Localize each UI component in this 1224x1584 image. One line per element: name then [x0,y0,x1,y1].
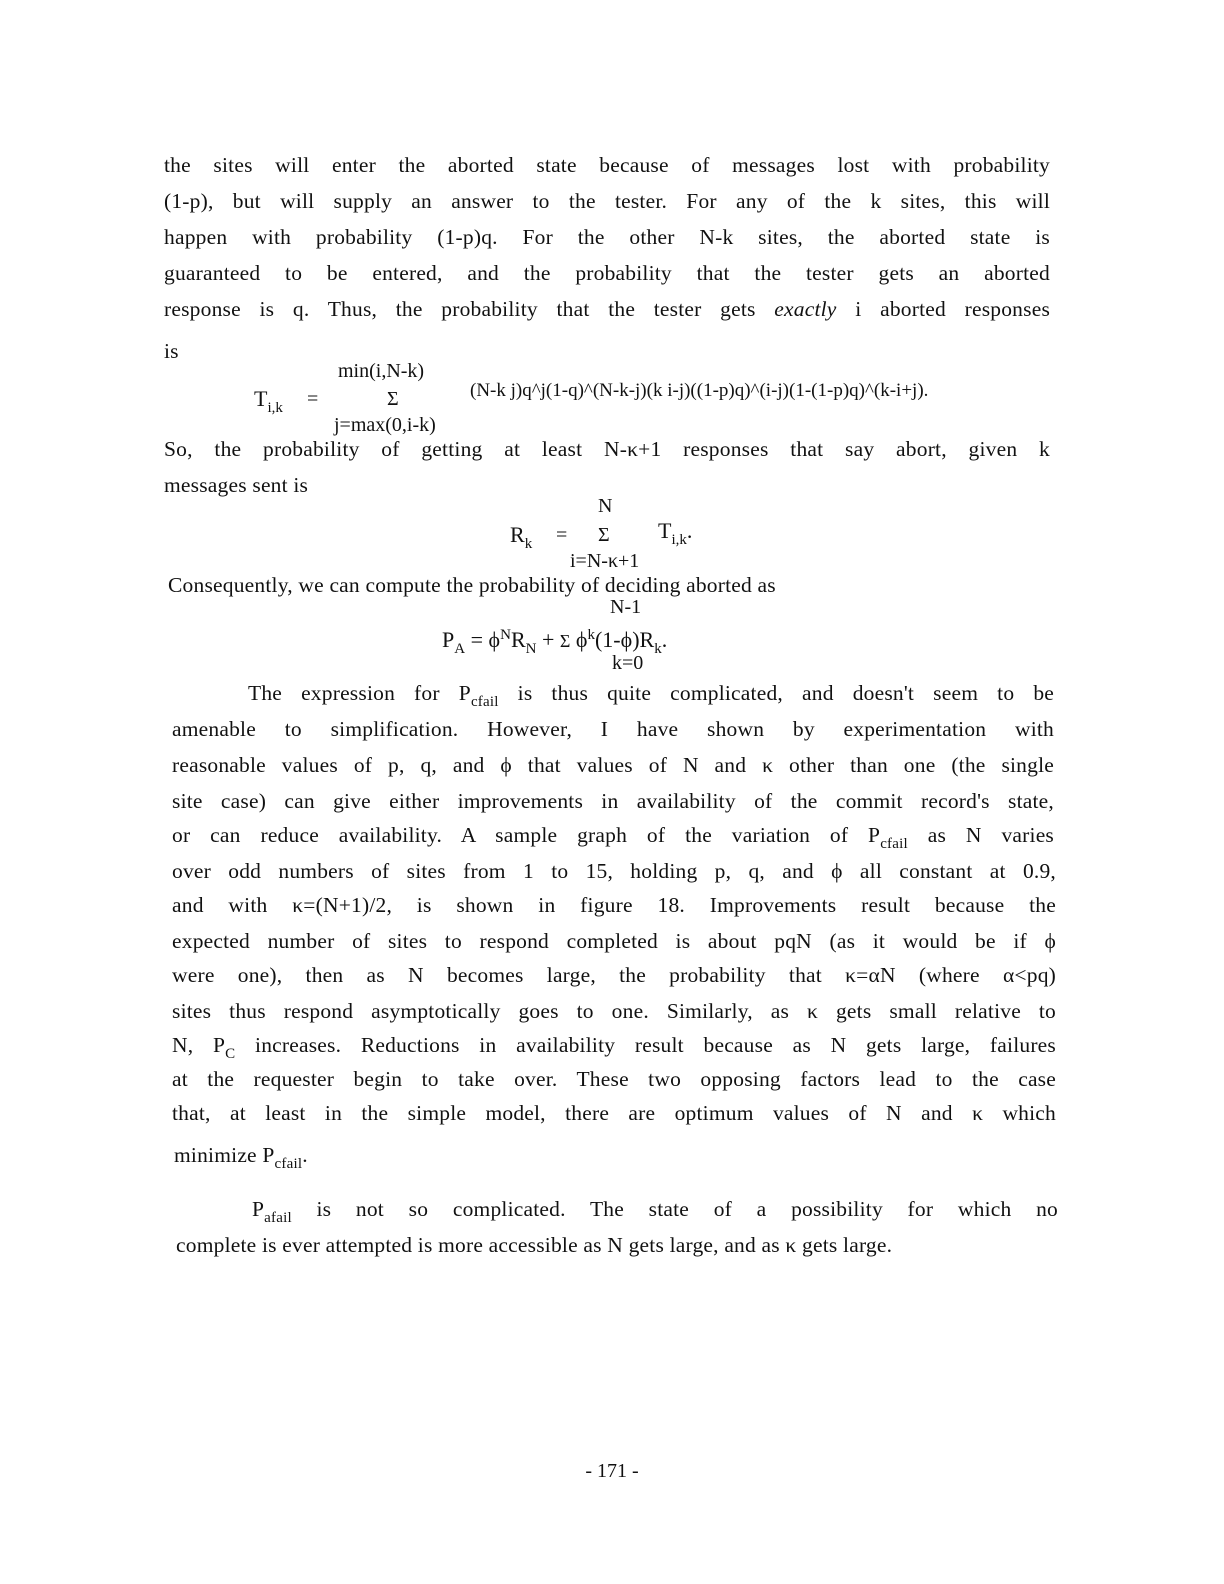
symbol: R [510,627,526,652]
equals-sign: = [307,388,319,410]
page-number: - 171 - [585,1460,639,1482]
text-line: sites thus respond asymptotically goes to one. Similarly, as κ gets small relative to [172,999,1056,1023]
text-line: amenable to simplification. However, I have shown by experimentation with [172,717,1054,741]
text-line: and with κ=(N+1)/2, is shown in figure 18. Improvements result because the [172,893,1056,917]
symbol: T [658,518,672,543]
subscript: i,k [267,400,283,416]
text-span: i aborted responses [855,297,1051,321]
text-line: expected number of sites to respond completed is about pqN (as it would be if ϕ [172,929,1056,953]
equation-lhs [254,388,283,419]
symbol: ϕ [575,627,588,652]
text-line: at the requester begin to take over. These two opposing factors lead to the case [172,1067,1056,1091]
text-line: over odd numbers of sites from 1 to 15, holding p, q, and ϕ all constant at 0.9, [172,859,1056,883]
text-line: is [164,339,179,363]
subscript: afail [264,1210,292,1226]
sigma-symbol: Σ [559,631,571,651]
subscript: cfail [470,694,499,710]
subscript: cfail [880,836,908,852]
symbol: R [510,522,525,547]
subscript: k [524,536,533,552]
text-line: (1-p), but will supply an answer to the tester. For any of the k sites, this will [164,189,1050,213]
text-line: Consequently, we can compute the probability of deciding aborted as [168,573,776,597]
text-line: were one), then as N becomes large, the probability that κ=αN (where α<pq) [172,963,1056,987]
symbol: = ϕ [470,627,501,652]
text-line [174,1142,1060,1177]
sum-upper-limit: N [598,495,613,517]
sum-lower-limit: j=max(0,i-k) [334,414,436,436]
text-line: site case) can give either improvements in availability of the commit record's state, [172,789,1054,813]
text-span: The expression for P [248,681,471,705]
text-line [164,296,1050,322]
subscript: i,k [671,532,687,548]
text-line [172,822,1054,857]
text-span: response is q. Thus, the probability that the tester gets [164,297,756,321]
symbol: T [254,386,268,411]
symbol: P [442,627,455,652]
subscript: cfail [274,1156,303,1172]
equation-lhs [510,524,532,555]
text-line: complete is ever attempted is more accessible as N gets large, and as κ gets large. [176,1233,893,1257]
text-line: So, the probability of getting at least N-κ+1 responses that say abort, given k [164,437,1050,461]
sum-term [658,520,692,551]
text-span: P [252,1197,265,1221]
text-line: messages sent is [164,473,309,497]
text-span: or can reduce availability. A sample graph of the variation of P [172,823,881,847]
sum-upper-limit: N-1 [610,596,642,618]
text-line: that, at least in the simple model, there are optimum values of N and κ which [172,1101,1056,1125]
equals-sign: = [556,524,568,546]
text-span: is not so complicated. The state of a possibility for which no [316,1197,1058,1221]
subscript: A [454,641,466,657]
sigma-symbol: Σ [598,524,610,546]
text-span: is thus quite complicated, and doesn't seem to be [517,681,1055,705]
text-line: happen with probability (1-p)q. For the other N-k sites, the aborted state is [164,225,1050,249]
text-span: as N varies [927,823,1054,847]
plus-sign: + [541,627,555,652]
text-line: the sites will enter the aborted state because of messages lost with probability [164,153,1050,177]
sum-lower-limit: i=N-κ+1 [570,550,640,572]
sum-upper-limit: min(i,N-k) [338,360,425,382]
text-line: guaranteed to be entered, and the probability that the tester gets an aborted [164,261,1050,285]
text-line [172,1032,1056,1067]
text-span: minimize P [174,1143,275,1167]
subscript: k [654,641,662,657]
symbol: (1-ϕ)R [594,627,655,652]
sigma-symbol: Σ [387,388,399,410]
sum-lower-limit: k=0 [612,652,644,674]
text-line [252,1196,1058,1231]
text-span: increases. Reductions in availability result because as N gets large, failures [255,1033,1056,1057]
period: . [686,518,693,543]
text-line: reasonable values of p, q, and ϕ that values of N and κ other than one (the single [172,753,1054,777]
superscript: N [500,627,511,643]
equation-rhs: (N-k j)q^j(1-q)^(N-k-j)(k i-j)((1-p)q)^(i-j)(1-(1-p)q)^(k-i+j). [470,380,929,401]
period: . [661,627,668,652]
text-span: N, P [172,1033,226,1057]
superscript: k [587,627,595,643]
subscript: C [225,1046,236,1062]
text-line [248,680,1054,715]
subscript: N [525,641,537,657]
period: . [302,1143,308,1167]
italic-text: exactly [774,297,837,321]
